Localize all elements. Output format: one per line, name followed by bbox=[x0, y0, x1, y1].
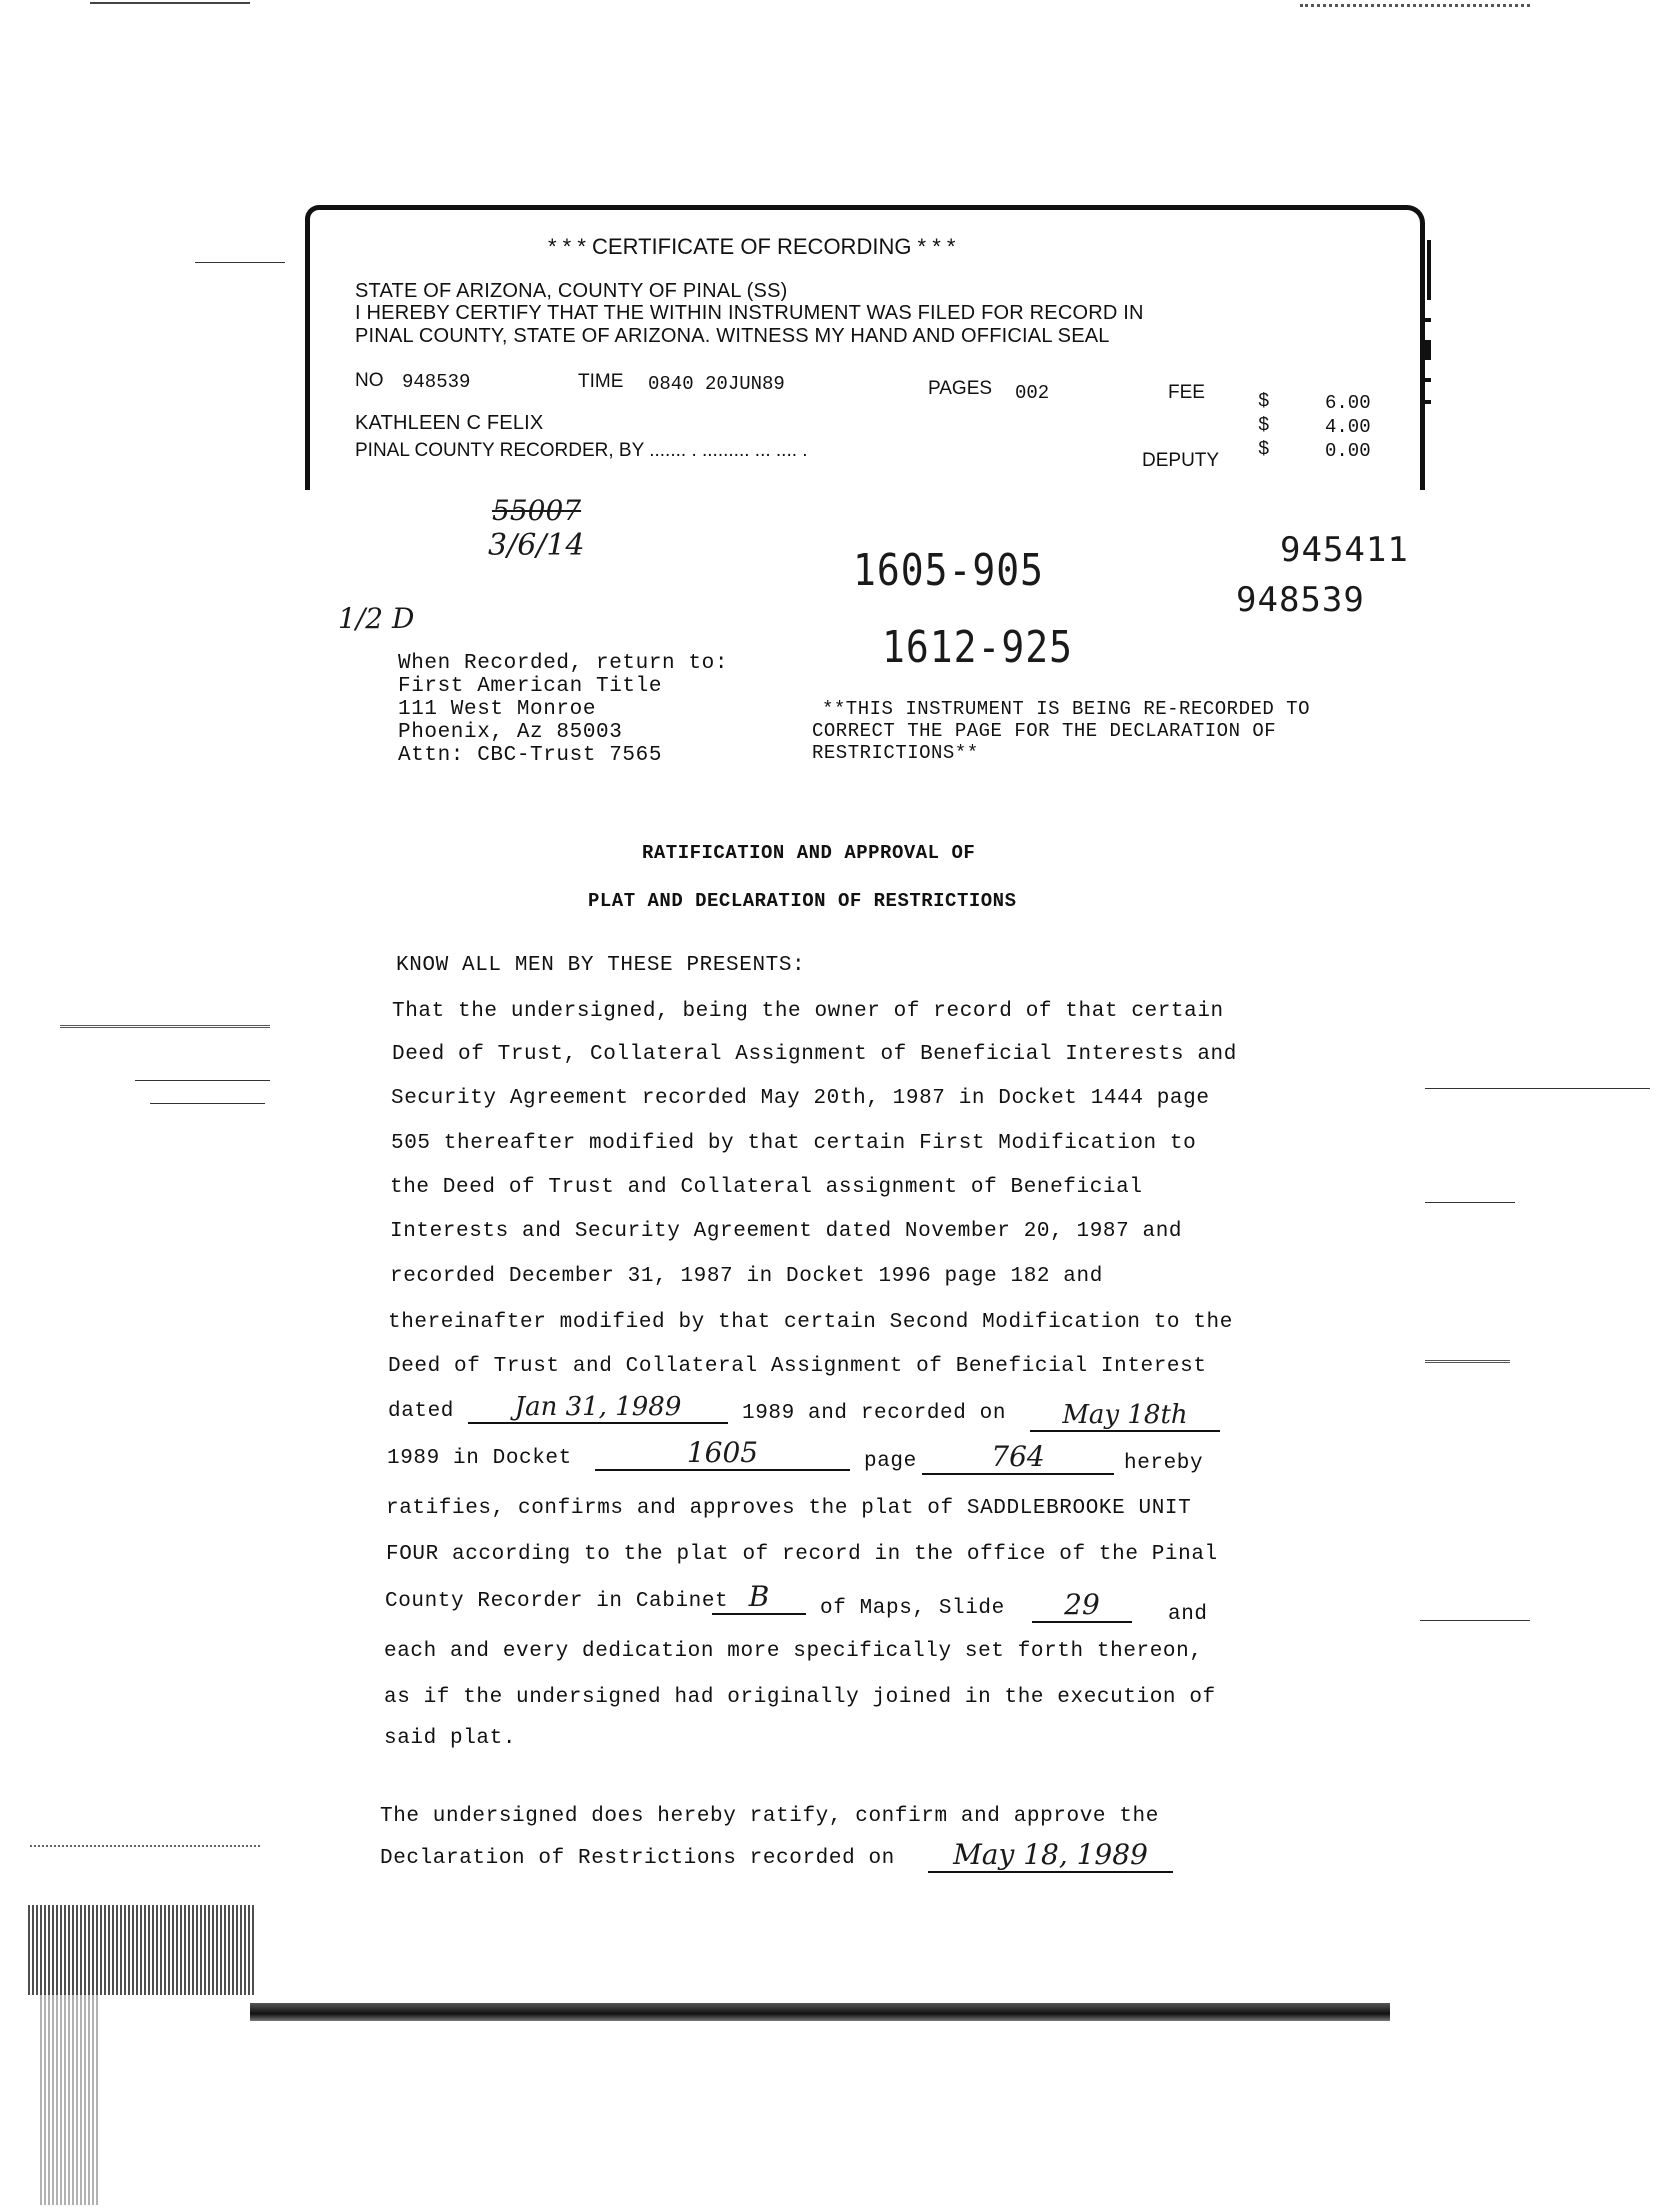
fee-label: FEE bbox=[1168, 382, 1205, 403]
document-heading: PLAT AND DECLARATION OF RESTRICTIONS bbox=[588, 890, 1017, 912]
body-line: each and every dedication more specifically set forth thereon, bbox=[384, 1640, 1203, 1663]
handwritten-note: 1/2 D bbox=[338, 602, 415, 635]
return-to-line: First American Title bbox=[398, 675, 663, 698]
body-line: FOUR according to the plat of record in the office of the Pinal bbox=[386, 1543, 1218, 1566]
certificate-state-line: STATE OF ARIZONA, COUNTY OF PINAL (SS) bbox=[355, 280, 788, 302]
margin-rule bbox=[1420, 1620, 1530, 1621]
margin-rule bbox=[150, 1103, 265, 1104]
margin-rule bbox=[30, 1845, 260, 1847]
scan-artifact-line bbox=[90, 2, 250, 4]
handwritten-slide-value: 29 bbox=[1032, 1588, 1132, 1623]
body-line: as if the undersigned had originally joined in the execution of bbox=[384, 1686, 1216, 1709]
return-to-line: Phoenix, Az 85003 bbox=[398, 721, 623, 744]
return-to-line: Attn: CBC-Trust 7565 bbox=[398, 744, 663, 767]
instrument-number: 945411 bbox=[1280, 530, 1409, 570]
body-line: The undersigned does hereby ratify, confirm and approve the bbox=[380, 1805, 1159, 1828]
fee-amount: 4.00 bbox=[1325, 416, 1371, 438]
fee-dollar-sign: $ bbox=[1258, 438, 1270, 460]
rerecord-note-line: **THIS INSTRUMENT IS BEING RE-RECORDED TO bbox=[822, 698, 1310, 720]
body-line: of Maps, Slide bbox=[820, 1597, 1005, 1620]
body-line: Interests and Security Agreement dated November 20, 1987 and bbox=[390, 1220, 1183, 1243]
return-to-line: 111 West Monroe bbox=[398, 698, 597, 721]
docket-stamp: 1605-905 bbox=[853, 544, 1045, 596]
handwritten-note: 3/6/14 bbox=[488, 528, 585, 563]
return-to-line: When Recorded, return to: bbox=[398, 652, 729, 675]
body-line: ratifies, confirms and approves the plat of SADDLEBROOKE UNIT bbox=[386, 1497, 1192, 1520]
scan-noise bbox=[40, 1995, 100, 2205]
margin-rule bbox=[1425, 1202, 1515, 1203]
body-line: 505 thereafter modified by that certain First Modification to bbox=[391, 1132, 1197, 1155]
body-line: 1989 and recorded on bbox=[742, 1402, 1007, 1425]
rerecord-note-line: CORRECT THE PAGE FOR THE DECLARATION OF bbox=[812, 720, 1277, 742]
fee-amount: 6.00 bbox=[1325, 392, 1371, 414]
fee-dollar-sign: $ bbox=[1258, 414, 1270, 436]
body-line: the Deed of Trust and Collateral assignment of Beneficial bbox=[390, 1176, 1143, 1199]
margin-rule bbox=[60, 1025, 270, 1028]
body-line: Deed of Trust and Collateral Assignment of Beneficial Interest bbox=[388, 1355, 1207, 1378]
body-line: thereinafter modified by that certain Second Modification to the bbox=[388, 1311, 1233, 1334]
time-label: TIME bbox=[578, 371, 624, 392]
body-line: County Recorder in Cabinet bbox=[385, 1590, 729, 1613]
handwritten-recorded-value: May 18th bbox=[1030, 1400, 1220, 1432]
body-line: said plat. bbox=[384, 1727, 517, 1750]
certificate-title: * * * CERTIFICATE OF RECORDING * * * bbox=[548, 234, 956, 259]
certificate-certify-line: I HEREBY CERTIFY THAT THE WITHIN INSTRUMENT WAS FILED FOR RECORD IN bbox=[355, 302, 1144, 324]
record-number-value: 948539 bbox=[402, 371, 471, 393]
dated-label: dated bbox=[388, 1400, 455, 1423]
edge-mark bbox=[1425, 400, 1431, 404]
document-heading: RATIFICATION AND APPROVAL OF bbox=[642, 842, 976, 864]
body-line: That the undersigned, being the owner of record of that certain bbox=[392, 1000, 1224, 1023]
recorder-line: PINAL COUNTY RECORDER, BY ....... . ......... ... .... . bbox=[355, 440, 808, 461]
body-line: Deed of Trust, Collateral Assignment of Beneficial Interests and bbox=[392, 1043, 1237, 1066]
body-line: recorded December 31, 1987 in Docket 1996 page 182 and bbox=[390, 1265, 1103, 1288]
pages-value: 002 bbox=[1015, 382, 1050, 404]
body-line: and bbox=[1168, 1603, 1208, 1626]
fee-dollar-sign: $ bbox=[1258, 390, 1270, 412]
instrument-number: 948539 bbox=[1236, 580, 1365, 620]
edge-mark bbox=[1425, 378, 1431, 382]
scan-shadow-bar bbox=[250, 2003, 1390, 2021]
margin-rule bbox=[195, 262, 285, 263]
recorder-name: KATHLEEN C FELIX bbox=[355, 412, 544, 434]
body-line: Security Agreement recorded May 20th, 1987 in Docket 1444 page bbox=[391, 1087, 1210, 1110]
body-line: Declaration of Restrictions recorded on bbox=[380, 1847, 895, 1870]
pages-label: PAGES bbox=[928, 378, 993, 399]
handwritten-restrictions-date: May 18, 1989 bbox=[928, 1838, 1173, 1873]
handwritten-cabinet-value: B bbox=[712, 1580, 806, 1615]
handwritten-dated-value: Jan 31, 1989 bbox=[468, 1392, 728, 1424]
handwritten-page-value: 764 bbox=[922, 1440, 1114, 1475]
record-number-label: NO bbox=[355, 370, 384, 391]
rerecord-note-line: RESTRICTIONS** bbox=[812, 742, 979, 764]
handwritten-note: 55007 bbox=[492, 494, 582, 527]
intro-line: KNOW ALL MEN BY THESE PRESENTS: bbox=[396, 954, 806, 977]
docket-stamp: 1612-925 bbox=[882, 621, 1074, 673]
margin-rule bbox=[1425, 1360, 1510, 1363]
deputy-label: DEPUTY bbox=[1142, 450, 1220, 471]
edge-mark bbox=[1425, 340, 1431, 360]
time-value: 0840 20JUN89 bbox=[648, 373, 785, 395]
edge-mark bbox=[1425, 318, 1431, 322]
body-line: 1989 in Docket bbox=[387, 1447, 572, 1470]
margin-rule bbox=[135, 1080, 270, 1081]
handwritten-docket-value: 1605 bbox=[595, 1436, 850, 1471]
margin-rule bbox=[1425, 1088, 1650, 1089]
body-line: hereby bbox=[1124, 1452, 1204, 1475]
certificate-certify-line: PINAL COUNTY, STATE OF ARIZONA. WITNESS MY HAND AND OFFICIAL SEAL bbox=[355, 325, 1110, 347]
page-label: page bbox=[864, 1450, 917, 1473]
fee-amount: 0.00 bbox=[1325, 440, 1371, 462]
edge-mark bbox=[1427, 240, 1431, 300]
scan-noise bbox=[28, 1905, 256, 1995]
scan-artifact-line bbox=[1300, 4, 1530, 7]
